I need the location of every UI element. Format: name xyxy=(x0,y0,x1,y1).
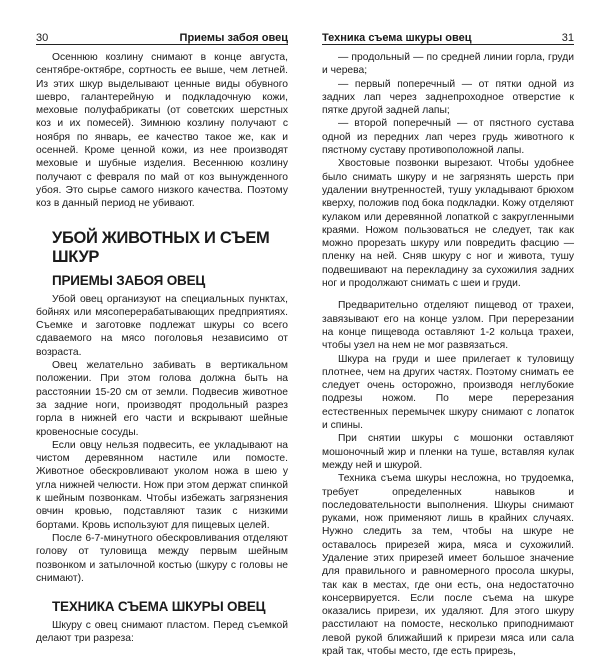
list-item: — продольный — по средней линии горла, груди и черева; xyxy=(322,52,574,77)
paragraph: Если овцу нельзя подвесить, ее укладывают на чистом деревянном настиле или помосте. Животное обескровливают уколом ножа в шею у угла нижней челюсти. Нож при этом держат спинкой к шейным позвонкам. Чтобы избежать загрязнения овчин кровью, подставляют тазик с низкими бортами. Кровь используют для пищевых целей. xyxy=(36,439,288,531)
paragraph: Предварительно отделяют пищевод от трахеи, завязывают его на конце узлом. При перерезании на конце пищевода оставляют 1-2 кольца трахеи, чтобы узел на нем не мог развязаться. xyxy=(322,300,574,352)
paragraph: Убой овец организуют на специальных пунктах, бойнях или мясоперерабатывающих предприятиях. Съемке и заготовке подлежат шкуры со всего сдаваемого на мясо поголовья независимо от возраста. xyxy=(36,293,288,358)
running-title: Приемы забоя овец xyxy=(179,32,288,44)
page-header xyxy=(36,30,288,45)
paragraph: После 6-7-минутного обескровливания отделяют голову от туловища между первым шейным позвонком и затылочной костью (шкуру с головы не снимают). xyxy=(36,532,288,584)
page-number: 30 xyxy=(36,32,49,44)
paragraph: При снятии шкуры с мошонки оставляют мошоночный жир и пленки на туше, вставляя кулак между ней и шкурой. xyxy=(322,433,574,471)
section-title: ПРИЕМЫ ЗАБОЯ ОВЕЦ xyxy=(52,272,206,288)
paragraph: Овец желательно забивать в вертикальном положении. При этом голова должна быть на расстоянии 15-20 см от земли. Подвесив животное за задние ноги, производят продольный разрез горла в нижней его части и вскрывают шейные кровеносные сосуды. xyxy=(36,360,288,438)
intro-paragraph: Осеннюю козлину снимают в конце августа, сентябре-октябре, сортность ее выше, чем летней. Из этих шкур выделывают ценные виды обувного шевро, галантерейную и подкладочную кожи, меховые полуфабрикаты (от советских шерстных коз и их помесей). Зимнюю козлину получают с ноября по январь, ее качество такое же, как и осенней. Кроме ценной кожи, из нее производят меховые и шубные изделия. Весеннюю козлину получают с февраля по май от коз вынужденного убоя. Это сырье самого низкого качества. Поэтому коз в данный период не убивают. xyxy=(36,52,288,210)
left-page xyxy=(36,30,288,646)
paragraph: Шкуру с овец снимают пластом. Перед съемкой делают три разреза: xyxy=(36,620,288,645)
paragraph: Техника съема шкуры несложна, но трудоемка, требует определенных навыков и последовательности выполнения. Шкуры снимают руками, нож применяют лишь в крайних случаях. Нужно следить за тем, чтобы на шкуре не оставалось прирезей жира, мяса и сухожилий. Удаление этих прирезей имеет большое значение для правильного и равномерного просола шкуры, так как в местах, где они есть, она недостаточно консервируется. Если после съема на шкуре оказались прирези, их удаляют. Для этого шкуру расстилают на помосте, несколько приподнимают левой рукой ближайший к прирези мяса или сала край так, чтобы место, где есть прирезь, xyxy=(322,473,574,658)
paragraph: Хвостовые позвонки вырезают. Чтобы удобнее было снимать шкуру и не загрязнять шерсть при удалении внутренностей, тушу укладывают брюхом кверху, положив под бока подкладки. Кожу отделяют кулаком или деревянной лопаткой с закругленными краями. Ножом пользоваться не следует, так как можно прорезать шкуру или повредить фасцию — пленку на ней. Сняв шкуру с ног и живота, тушу подвешивают на перекладину за сухожилия задних ног и продолжают снимать с шеи и груди. xyxy=(322,158,574,290)
section-title: ТЕХНИКА СЪЕМА ШКУРЫ ОВЕЦ xyxy=(52,599,266,615)
list-item: — первый поперечный — от пятки одной из задних лап через заднепроходное отверстие к пятке другой задней лапы; xyxy=(322,78,574,117)
list-item: — второй поперечный — от пястного сустава одной из передних лап через грудь животного к пястному суставу противоположной лапы. xyxy=(322,118,574,157)
paragraph: Шкура на груди и шее прилегает к туловищу плотнее, чем на других частях. Поэтому снимать ее следует очень осторожно, производя неглубокие подрезы ножом. По мере перерезания естественных перемычек шкуру снимают с лопаток и спины. xyxy=(322,353,574,432)
running-title: Техника съема шкуры овец xyxy=(322,32,472,44)
chapter-title: УБОЙ ЖИВОТНЫХ И СЪЕМ ШКУР xyxy=(52,228,270,266)
right-page xyxy=(322,30,574,658)
page-header xyxy=(322,30,574,45)
page-number: 31 xyxy=(561,32,574,44)
